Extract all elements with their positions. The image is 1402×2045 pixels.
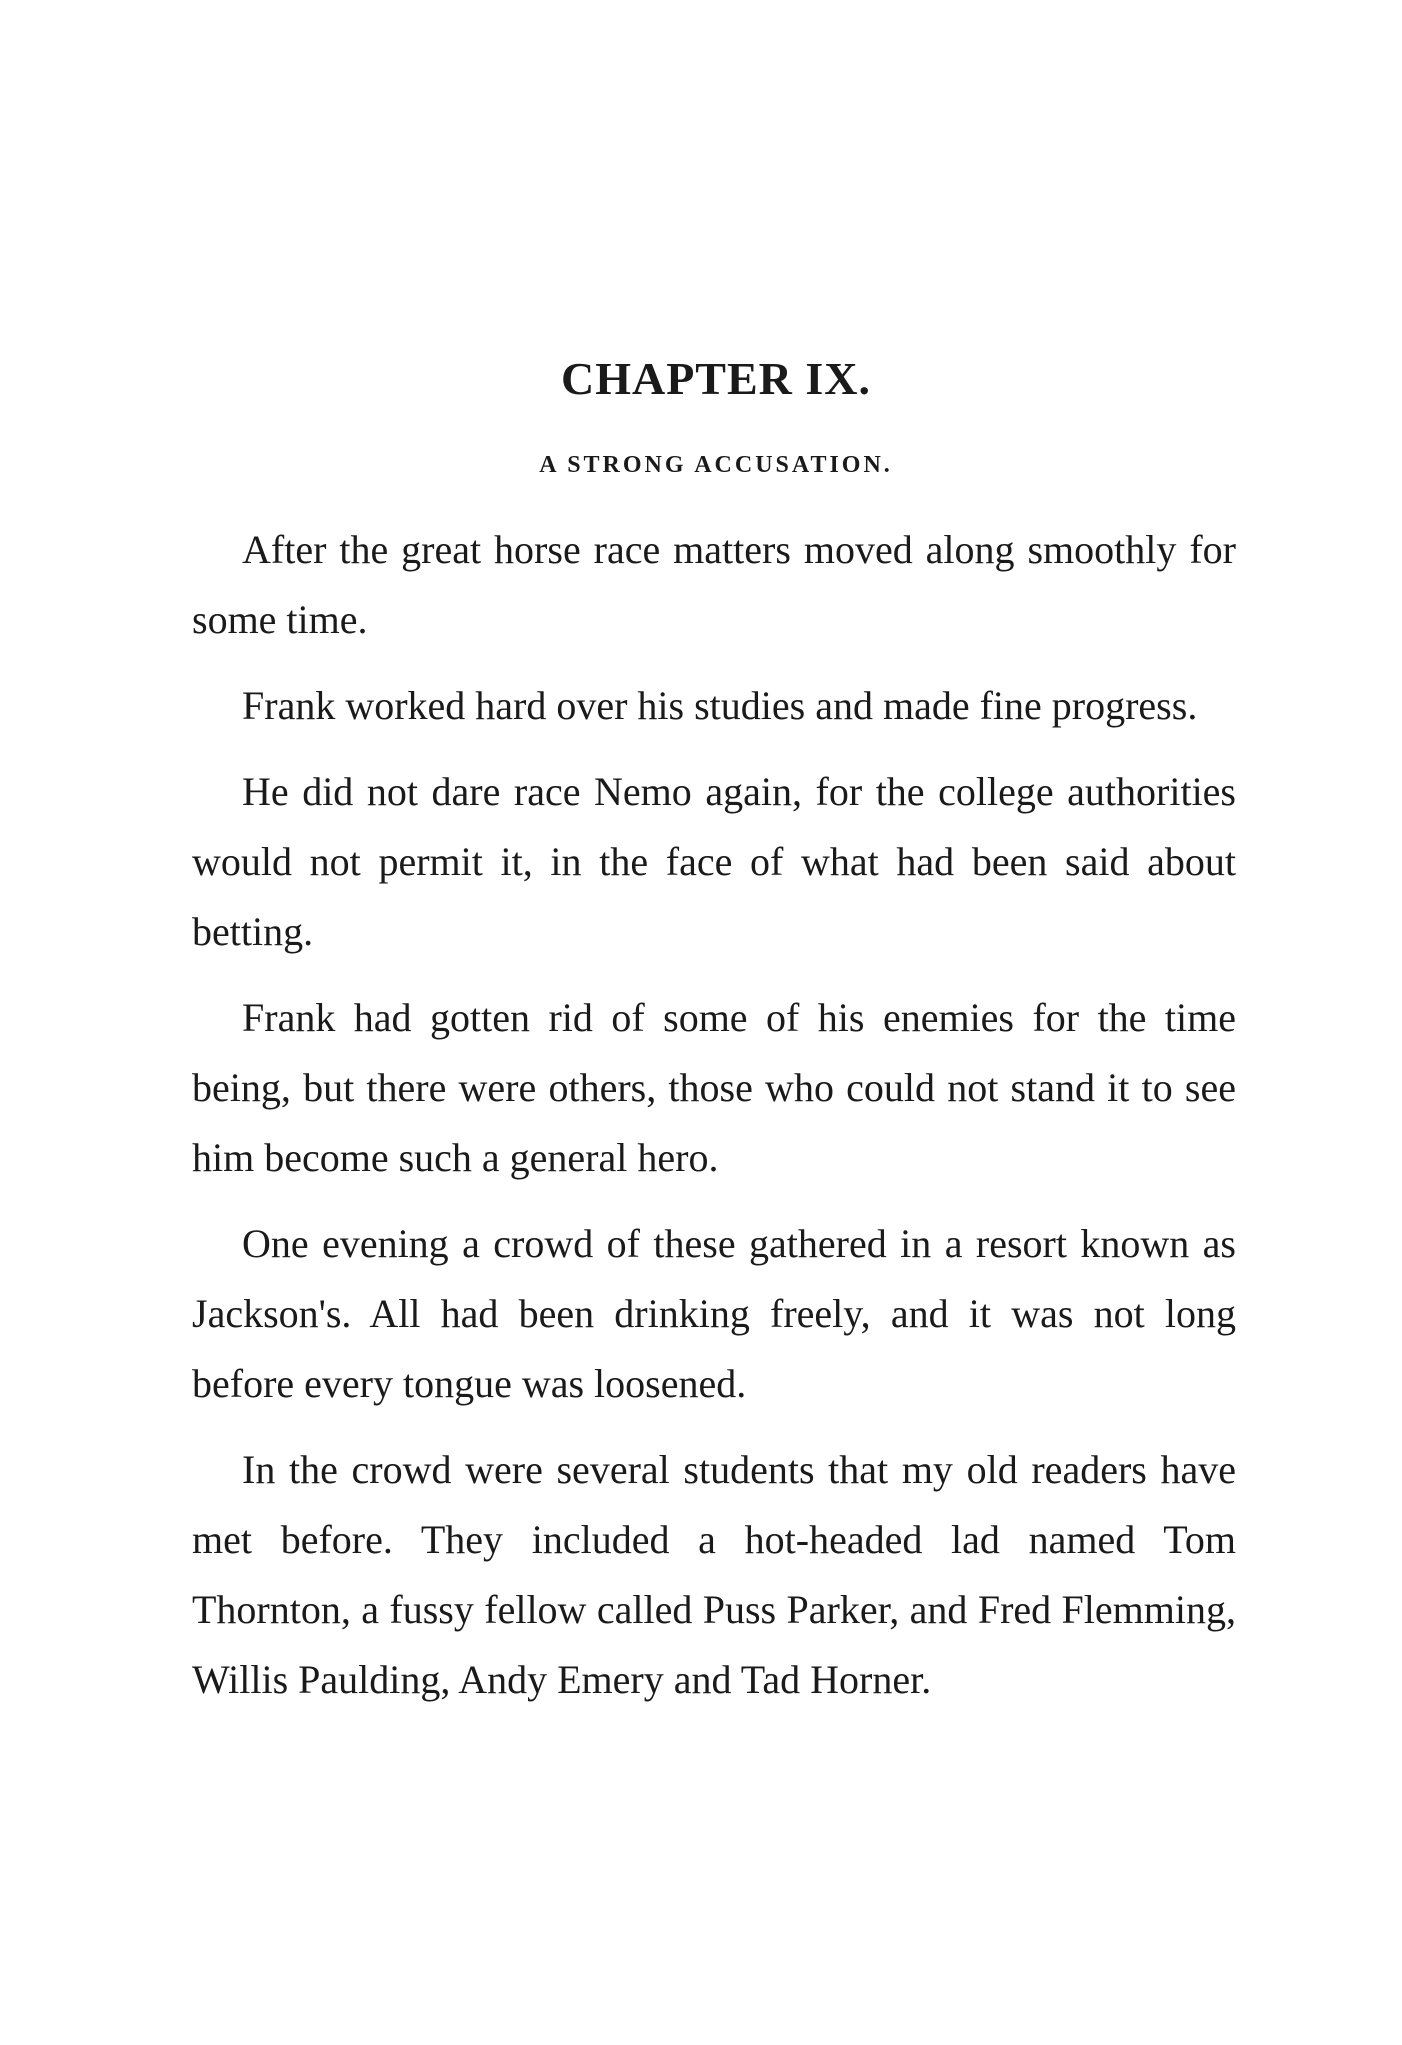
paragraph: In the crowd were several students that my old readers have met before. They included a hot-headed lad named Tom Thornton, a fussy fellow called Puss Parker, and Fred Flemming, Willis Paulding, Andy Emery and Tad Horner. <box>192 1447 1236 1702</box>
paragraph: After the great horse race matters moved along smoothly for some time. <box>192 527 1236 642</box>
paragraph: One evening a crowd of these gathered in a resort known as Jackson's. All had been drinking freely, and it was not long before every tongue was loosened. <box>192 1221 1236 1406</box>
paragraph: Frank had gotten rid of some of his enemies for the time being, but there were others, those who could not stand it to see him become such a general hero. <box>192 995 1236 1180</box>
chapter-subtitle: A STRONG ACCUSATION. <box>539 452 893 478</box>
chapter-body <box>192 515 1236 1731</box>
paragraph: Frank worked hard over his studies and made fine progress. <box>242 683 1198 728</box>
paragraph: He did not dare race Nemo again, for the college authorities would not permit it, in the face of what had been said about betting. <box>192 769 1236 954</box>
chapter-title: CHAPTER IX. <box>560 353 872 404</box>
